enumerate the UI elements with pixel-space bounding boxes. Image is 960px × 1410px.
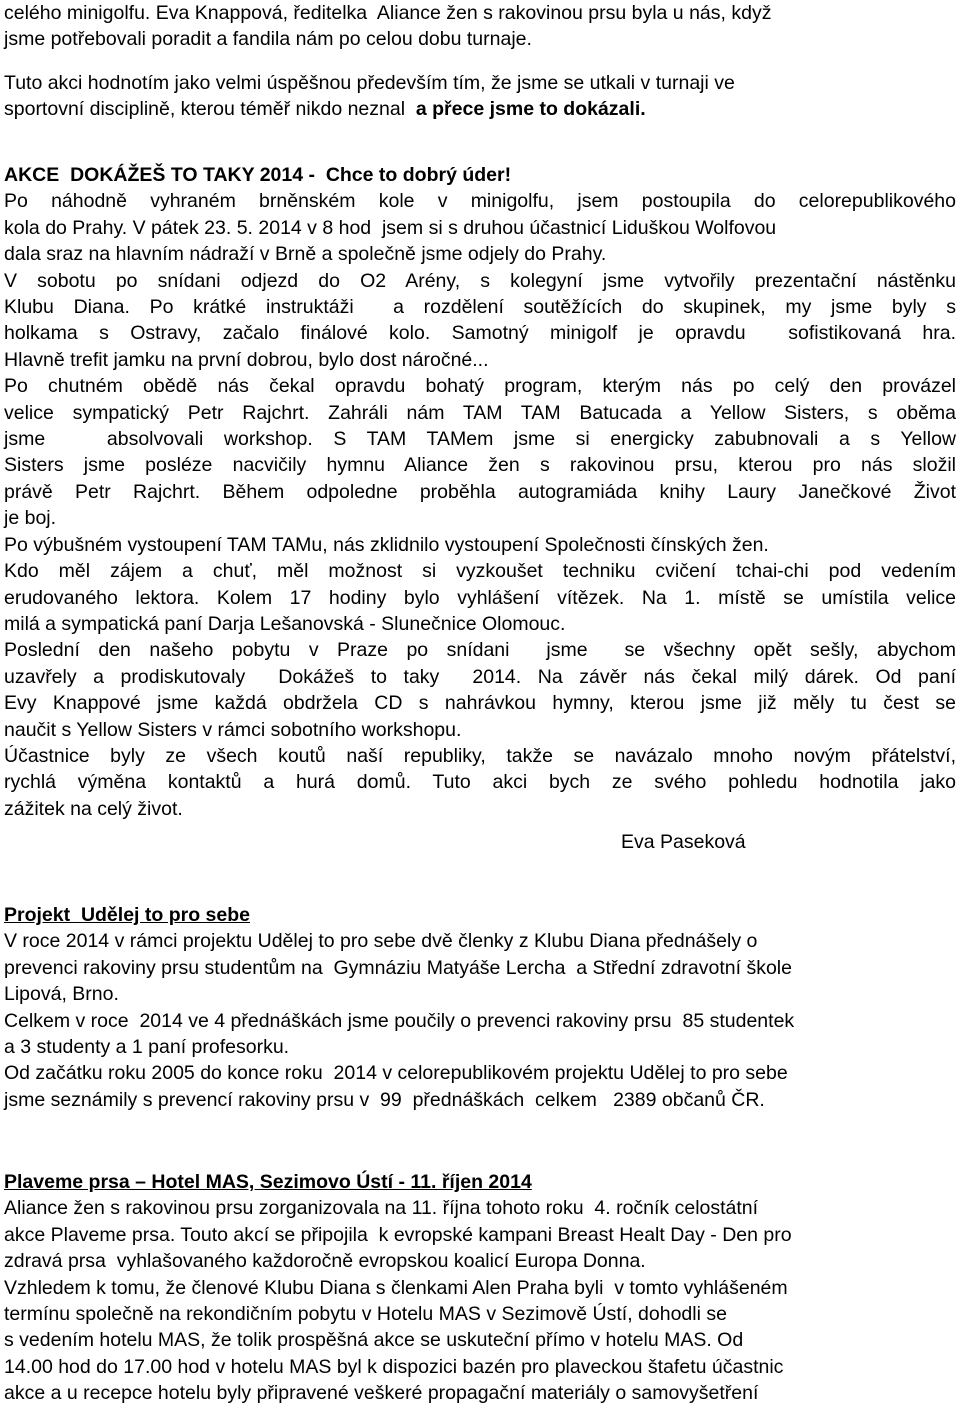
text-line: Lipová, Brno. [4,983,119,1006]
text-line: milá a sympatická paní Darja Lešanovská - Slunečnice Olomouc. [4,612,566,635]
section-heading: Projekt Udělej to pro sebe [4,904,250,926]
text-line: Vzhledem k tomu, že členové Klubu Diana s členkami Alen Praha byli v tomto vyhlášeném [4,1276,788,1299]
text-line: Od začátku roku 2005 do konce roku 2014 v celorepublikovém projektu Udělej to pro sebe [4,1062,788,1085]
text-line: uzavřely a prodiskutovaly Dokážeš to taky 2014. Na závěr nás čekal milý dárek. Od paní [4,665,956,688]
evaluation-paragraph [4,70,956,123]
text-line: 14.00 hod do 17.00 hod v hotelu MAS byl k dispozici bazén pro plaveckou štafetu účastnic [4,1355,784,1378]
text-span: sportovní disciplině, kterou téměř nikdo neznal [4,98,411,121]
text-line: zážitek na celý život. [4,797,183,820]
section-heading: Plaveme prsa – Hotel MAS, Sezimovo Ústí - 11. říjen 2014 [4,1171,532,1193]
text-line: V sobotu po snídani odjezd do O2 Arény, s kolegyní jsme vytvořily prezentační nástěnku [4,269,956,292]
text-line: dala sraz na hlavním nádraží v Brně a společně jsme odjely do Prahy. [4,243,607,266]
text-line: s vedením hotelu MAS, že tolik prospěšná akce se uskuteční přímo v hotelu MAS. Od [4,1329,744,1352]
text-line: prevenci rakoviny prsu studentům na Gymnáziu Matyáše Lercha a Střední zdravotní škole [4,956,792,979]
intro-paragraph [4,0,956,53]
text-line: naučit s Yellow Sisters v rámci sobotního workshopu. [4,718,462,741]
text-line: Sisters jsme posléze nacvičily hymnu Aliance žen s rakovinou prsu, kterou pro nás složil [4,454,956,477]
emphasis-text: a přece jsme to dokázali. [410,98,646,121]
text-line: a 3 studenty a 1 paní profesorku. [4,1036,290,1059]
text-line: Poslední den našeho pobytu v Praze po snídani jsme se všechny opět sešly, abychom [4,639,956,662]
signature: Eva Paseková [621,831,746,853]
text-line: erudovaného lektora. Kolem 17 hodiny bylo vyhlášení vítězek. Na 1. místě se umístila velice [4,586,956,609]
text-line: Po chutném obědě nás čekal opravdu bohatý program, kterým nás po celý den provázel [4,375,956,398]
text-line: Po náhodně vyhraném brněnském kole v minigolfu, jsem postoupila do celorepublikového [4,190,956,213]
text-line: Tuto akci hodnotím jako velmi úspěšnou především tím, že jsme se utkali v turnaji ve [4,72,735,94]
text-line: akce a u recepce hotelu byly připravené veškeré propagační materiály o samovyšetření [4,1382,759,1405]
text-line: velice sympatický Petr Rajchrt. Zahráli nám TAM TAM Batucada a Yellow Sisters, s oběma [4,401,956,424]
akce-section [4,162,956,822]
text-line: jsme absolvovali workshop. S TAM TAMem jsme si energicky zabubnovali a s Yellow [4,428,956,451]
plaveme-section [4,1169,956,1407]
text-line: celého minigolfu. Eva Knappová, ředitelka Aliance žen s rakovinou prsu byla u nás, když [4,2,772,24]
text-line: je boj. [4,507,57,530]
text-line: akce Plaveme prsa. Touto akcí se připojila k evropské kampani Breast Healt Day - Den pro [4,1223,792,1246]
text-line [4,96,956,122]
text-line: právě Petr Rajchrt. Během odpoledne proběhla autogramiáda knihy Laury Janečkové Život [4,480,956,503]
projekt-section [4,902,956,1113]
text-line: Aliance žen s rakovinou prsu zorganizovala na 11. října tohoto roku 4. ročník celostátní [4,1197,759,1220]
section-heading: AKCE DOKÁŽEŠ TO TAKY 2014 - Chce to dobrý úder! [4,164,512,186]
text-line: V roce 2014 v rámci projektu Udělej to pro sebe dvě členky z Klubu Diana přednášely o [4,930,758,953]
text-line: jsme seznámily s prevencí rakoviny prsu v 99 přednáškách celkem 2389 občanů ČR. [4,1088,765,1111]
text-line: rychlá výměna kontaktů a hurá domů. Tuto akci bych ze svého pohledu hodnotila jako [4,771,956,794]
text-line: Evy Knappové jsme každá obdržela CD s nahrávkou hymny, kterou jsme již měly tu čest se [4,692,956,715]
text-line: termínu společně na rekondičním pobytu v Hotelu MAS v Sezimově Ústí, dohodli se [4,1303,727,1326]
text-line: jsme potřebovali poradit a fandila nám po celou dobu turnaje. [4,28,532,51]
text-line: Klubu Diana. Po krátké instruktáži a rozdělení soutěžících do skupinek, my jsme byly s [4,296,956,319]
text-line: Celkem v roce 2014 ve 4 přednáškách jsme poučily o prevenci rakoviny prsu 85 studentek [4,1009,795,1032]
text-line: Účastnice byly ze všech koutů naší republiky, takže se navázalo mnoho novým přátelství, [4,744,956,767]
text-line: Hlavně trefit jamku na první dobrou, bylo dost náročné... [4,348,489,371]
text-line: Po výbušném vystoupení TAM TAMu, nás zklidnilo vystoupení Společnosti čínských žen. [4,533,769,556]
text-line: kola do Prahy. V pátek 23. 5. 2014 v 8 hod jsem si s druhou účastnicí Liduškou Wolfovou [4,216,777,239]
text-line: zdravá prsa vyhlašovaného každoročně evropskou koalicí Europa Donna. [4,1250,646,1273]
text-line: holkama s Ostravy, začalo finálové kolo. Samotný minigolf je opravdu sofistikovaná hra. [4,322,956,345]
text-line: Kdo měl zájem a chuť, měl možnost si vyzkoušet techniku cvičení tchai-chi pod vedením [4,560,956,583]
